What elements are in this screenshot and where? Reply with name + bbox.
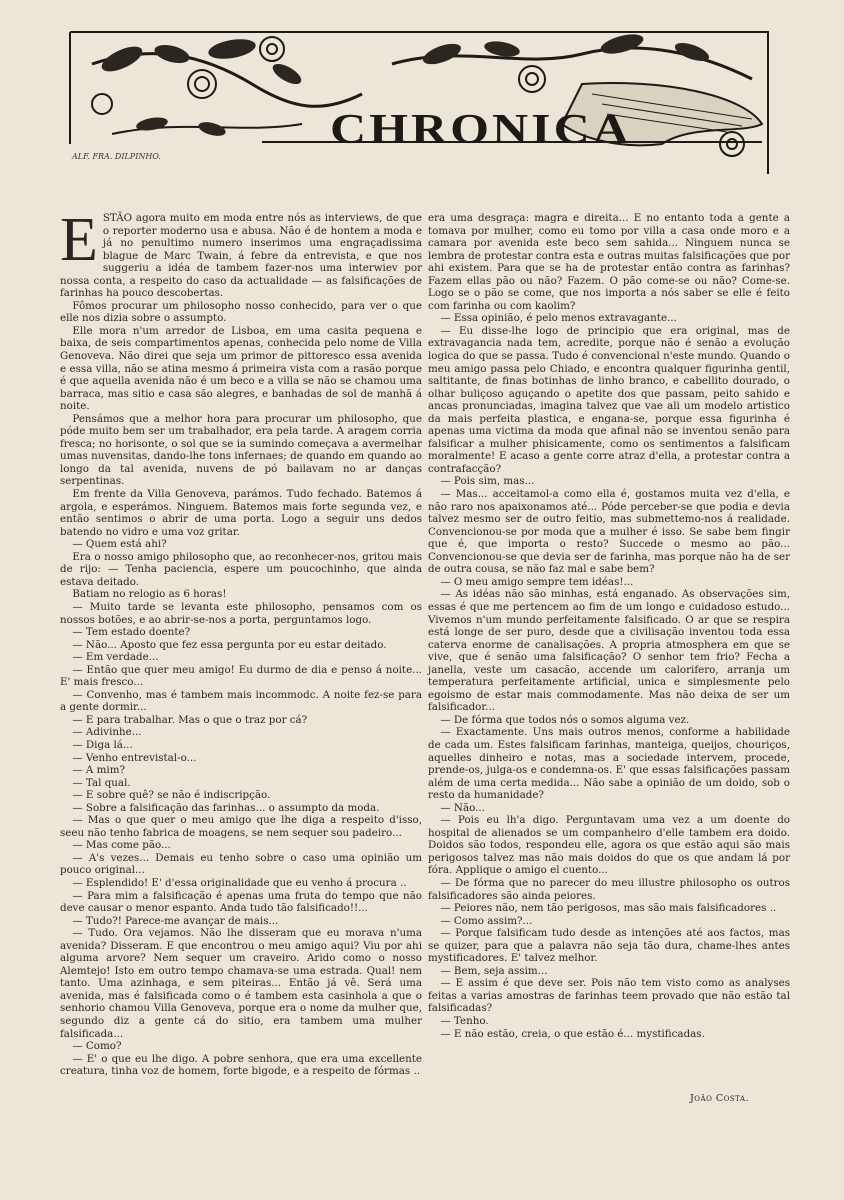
paragraph: Em frente da Villa Genoveva, parámos. Tudo fechado. Batemos á argola, e esperámos. Ninguem. Batemos mais forte segunda vez, e então sentimos o abrir de uma porta. Logo a seguir uns dedos batendo no vidro e uma voz gritar. xyxy=(60,488,422,538)
paragraph: Batiam no relogio as 6 horas! xyxy=(72,588,227,601)
paragraph: — Diga lá... xyxy=(72,738,133,751)
paragraph: — Mas... acceitamol-a como ella é, gostamos muita vez d'ella, e não raro nos apaixonamos até... Póde perceber-se que podia e devia talvez mesmo ser de outro feitio, mas submettemo-nos á realidade. Convencionou-se por moda que a mulher é isso. Se sabe bem fingir que é, que importa o resto? Succede o mesmo ao pão... Convencionou-se que devia ser de farinha, mas porque não ha de ser de outra cousa, se não faz mal e sabe bem? xyxy=(428,488,790,576)
paragraph: — Bem, seja assim... xyxy=(440,964,548,977)
paragraph: Pensámos que a melhor hora para procurar um philosopho, que póde muito bem ser um trabalhador, era pela tarde. A aragem corria fresca; no horisonte, o sol que se ia sumindo começava a avermelhar umas nuvensitas, dando-lhe tons infernaes; de quando em quando ao longo da tal avenida, nuvens de pó bailavam no ar danças serpentinas. xyxy=(60,412,422,488)
paragraph: Fômos procurar um philosopho nosso conhecido, para ver o que elle nos dizia sobre o assumpto. xyxy=(60,299,422,325)
drop-cap: E xyxy=(60,206,98,274)
paragraph: — As idéas não são minhas, está enganado. As observações sim, essas é que me pertencem ao fim de um longo e cuidadoso estudo... Vivemos n'um mundo perfeitamente falsificado. O ar que se respira está longe de ser puro, desde que a civilisação inventou toda essa caterva enorme de canalisações. A propria atmosphera em que se vive, que é senão uma falsificação? O senhor tem frio? Fecha a janella, veste um casacão, accende um calorifero, arranja um temperatura perfeitamente artificial, unica e simplesmente pelo egoismo de estar mais commodamente. Mas não deixa de ser um falsificador... xyxy=(428,588,790,714)
paragraph: — E assim é que deve ser. Pois não tem visto como as analyses feitas a varias amostras de farinhas teem provado que não estão tal falsificadas? xyxy=(428,977,790,1015)
paragraph: — Tudo. Ora vejamos. Não lhe disseram que eu morava n'uma avenida? Disseram. E que encontrou o meu amigo aqui? Viu por ahi alguma arvore? Nem sequer um craveiro. Arido como o nosso Alemtejo! Isto em outro tempo chamava-se uma estrada. Qual! nem tanto. Uma azinhaga, e sem piteiras... Então já vê. Será uma avenida, mas é falsificada como o é tambem esta casinhola a que o senhorio chamou Villa Genoveva, porque era o nome da mulher que, segundo diz a gente cá do sitio, era tambem uma mulher falsificada... xyxy=(60,927,422,1040)
paragraph: — Mas o que quer o meu amigo que lhe diga a respeito d'isso, seeu não tenho fabrica de moagens, se nem sequer sou padeiro... xyxy=(60,814,422,839)
paragraph: — Convenho, mas é tambem mais incommodc. A noite fez-se para a gente dormir... xyxy=(60,688,422,714)
paragraph: Elle mora n'um arredor de Lisboa, em uma casita pequena e baixa, de seis compartimentos apenas, conhecida pelo nome de Villa Genoveva. Não direi que seja um primor de pittoresco essa avenida e essa villa, não se atina mesmo á primeira vista com a rasão porque é que aquella avenida não é um beco e a villa se não se chamou uma barraca, mas sitio e casa são alegres, e banhadas de sol de manhã á noite. xyxy=(60,324,422,413)
ornamental-header xyxy=(62,24,774,180)
paragraph: — E sobre quê? se não é indiscripção. xyxy=(72,789,271,802)
paragraph: STÃO agora muito em moda entre nós as interviews, de que o reporter moderno usa e abusa. Não é de hontem a moda e já no penultimo numero inserimos uma engraçadissima blague de Marc Twain, á febre da entrevista, e que nos suggeriu a idéa de tambem fazer-nos uma interwiev por nossa conta, a respeito do caso da actualidade — as falsificações de farinhas ha pouco descobertas. xyxy=(60,212,422,300)
paragraph: — Tudo?! Parece-me avançar de mais... xyxy=(72,914,279,927)
paragraph: — Eu disse-lhe logo de principio que era original, mas de extravagancia nada tem, acredite, porque não é senão a evolução logica do que se passa. Tudo é convencional n'este mundo. Quando o meu amigo passa pelo Chiado, e encontra qualquer figurinha gentil, saltitante, de finas botinhas de linho branco, e cabellito dourado, o olhar buliçoso aguçando o apetite dos que passam, peito sahido e ancas pronunciadas, imagina talvez que vae ali um modelo artistico da mais perfeita plastica, e engana-se, porque essa figurinha é apenas uma victima da moda que afinal não se inventou senão para falsificar a mulher phisicamente, como os sentimentos a falsificam moralmente! E acaso a gente corre atraz d'ella, a protestar contra a contrafacção? xyxy=(428,324,790,475)
paragraph: — Como? xyxy=(72,1040,122,1053)
paragraph: — Como assim?... xyxy=(440,914,533,927)
paragraph: — O meu amigo sempre tem idéas!... xyxy=(440,575,634,588)
paragraph: — De fórma que no parecer do meu illustre philosopho os outros falsificadores são ainda peiores. xyxy=(428,876,790,902)
artist-signature: ALF. FRA. DILPINHO. xyxy=(72,152,161,161)
paragraph: — Mas come pão... xyxy=(72,839,171,852)
paragraph: — Tenho. xyxy=(440,1015,489,1027)
paragraph: — Venho entrevistal-o... xyxy=(72,751,197,764)
paragraph: — Essa opinião, é pelo menos extravagante... xyxy=(440,312,677,325)
paragraph: — Tal qual. xyxy=(72,776,131,789)
paragraph: — E' o que eu lhe digo. A pobre senhora, que era uma excellente creatura, tinha voz de homem, forte bigode, e a respeito de fórmas .. xyxy=(60,1052,422,1078)
paragraph: — Porque falsificam tudo desde as intenções até aos factos, mas se quizer, para que a palavra não seja tão dura, chame-lhes antes mystificadores. E' talvez melhor. xyxy=(428,927,790,965)
floral-ornament-illustration xyxy=(62,24,774,180)
paragraph: — Exactamente. Uns mais outros menos, conforme a habilidade de cada um. Estes falsificam farinhas, manteiga, queijos, chouriços, aquelles dinheiro e notas, mas a sociedade intervem, procede, prende-os, julga-os e condemna-os. E' que essas falsificações passam além de uma certa medida... Não sabe a opinião de um doido, sob o resto da humanidade? xyxy=(428,726,790,802)
paragraph: — Não... xyxy=(440,801,485,814)
paragraph: — E para trabalhar. Mas o que o traz por cá? xyxy=(72,713,308,726)
paragraph: — Pois sim, mas... xyxy=(440,475,535,488)
paragraph: — Para mim a falsificação é apenas uma fruta do tempo que não deve causar o menor espanto. Anda tudo tão falsificado!!... xyxy=(60,889,422,915)
paragraph: — Não... Aposto que fez essa pergunta por eu estar deitado. xyxy=(72,638,387,651)
paragraph: — Sobre a falsificação das farinhas... o assumpto da moda. xyxy=(72,801,380,814)
paragraph: — Adivinhe... xyxy=(72,726,142,739)
paragraph: — A mim? xyxy=(72,764,125,777)
paragraph: — E não estão, creia, o que estão é... mystificadas. xyxy=(440,1027,705,1040)
paragraph: era uma desgraça: magra e direita... E no entanto toda a gente a tomava por mulher, como eu tomo por villa a casa onde moro e a camara por avenida este beco sem sahida... Ninguem nunca se lembra de protestar contra esta e outras muitas falsificações que por ahi existem. Para que se ha de protestar então contra as farinhas? Fazem ellas pão ou não? Fazem. O pão come-se ou não? Come-se. Logo se o pão se come, que nos importa a nós saber se elle é feito com farinha ou com kaolim? xyxy=(428,212,790,312)
article-column-right xyxy=(428,212,790,1040)
author-signature: João Costa. xyxy=(690,1093,750,1104)
paragraph: — Então que quer meu amigo! Eu durmo de dia e penso á noite... E' mais fresco... xyxy=(60,663,422,689)
paragraph: — Esplendido! E' d'essa originalidade que eu venho á procura .. xyxy=(72,876,407,889)
paragraph: — A's vezes... Demais eu tenho sobre o caso uma opinião um pouco original... xyxy=(60,851,422,877)
paragraph: — Tem estado doente? xyxy=(72,626,191,639)
page-title: CHRONICA xyxy=(330,104,632,153)
paragraph: — Quem está ahi? xyxy=(72,538,167,551)
article-column-left xyxy=(60,206,422,1078)
paragraph: — Muito tarde se levanta este philosopho, pensamos com os nossos botões, e ao abrir-se-nos a porta, perguntamos logo. xyxy=(60,600,422,626)
paragraph: — De fórma que todos nós o somos alguma vez. xyxy=(440,713,690,726)
paragraph: — Peiores não, nem tão perigosos, mas são mais falsificadores .. xyxy=(440,902,777,915)
paragraph: Era o nosso amigo philosopho que, ao reconhecer-nos, gritou mais de rijo: — Tenha paciencia, espere um poucochinho, que ainda estava deitado. xyxy=(60,550,422,588)
paragraph: — Em verdade... xyxy=(72,651,159,664)
paragraph: — Pois eu lh'a digo. Perguntavam uma vez a um doente do hospital de alienados se um companheiro d'elle tambem era doido. Doidos são todos, respondeu elle, agora os que estão aqui são mais perigosos talvez mas não mais doidos do que os que andam lá por fóra. Applique o amigo el cuento... xyxy=(428,814,790,877)
